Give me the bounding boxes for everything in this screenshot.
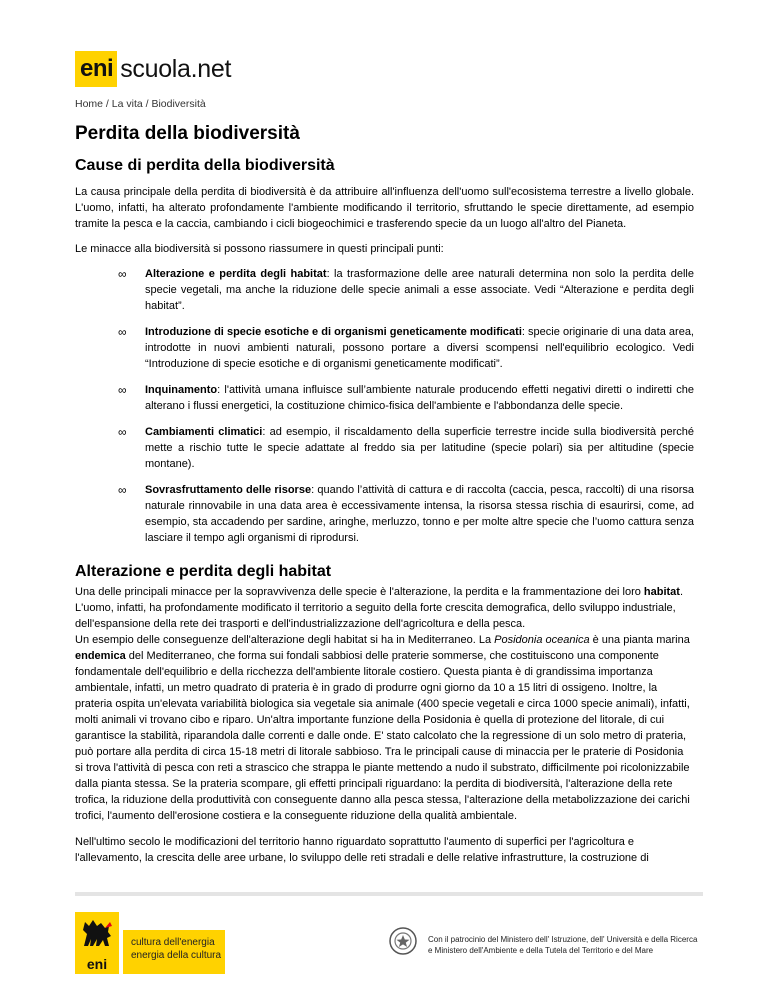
text-run-italic: Posidonia oceanica: [494, 634, 590, 646]
bullet-icon: ∞: [118, 425, 127, 439]
list-item-term: Inquinamento: [145, 384, 218, 396]
patronage-line-1: Con il patrocinio del Ministero dell' Istruzione, dell' Università e della Ricerca: [428, 935, 698, 944]
habitat-paragraph-2: [75, 632, 694, 824]
section-cause-lead: Le minacce alla biodiversità si possono riassumere in questi principali punti:: [75, 243, 444, 255]
list-item-text: : la trasformazione delle aree naturali determina non solo la perdita delle specie vegetali, ma anche la riduzione delle specie animali a esse associate. Vedi “Alterazione e perdita degli habitat”.: [145, 268, 694, 312]
eni-footer-logo: [75, 912, 227, 974]
list-item-term: Cambiamenti climatici: [145, 426, 263, 438]
text-run: . L'uomo, infatti, ha profondamente modificato il territorio a seguito della forte crescita demografica, dello sviluppo industriale, dell'espansione della rete dei trasporti e dell'industrializzazione dell'agricoltura e della pesca.: [75, 586, 684, 630]
breadcrumb: Home / La vita / Biodiversità: [75, 98, 206, 110]
cultura-line-2: energia della cultura: [131, 950, 222, 961]
footer-divider: [75, 892, 703, 896]
text-run: Una delle principali minacce per la sopravvivenza delle specie è l'alterazione, la perdita e la frammentazione dei loro: [75, 586, 644, 598]
patronage-line-2: e Ministero dell'Ambiente e della Tutela del Territorio e del Mare: [428, 946, 654, 955]
text-run: del Mediterraneo, che forma sui fondali sabbiosi delle praterie sommerse, che costituiscono una componente fondamentale dell'equilibrio e della ricchezza dell'ambiente litorale costiero. Questa pianta è di grandissima importanza ambientale, infatti, un metro quadrato di prateria è in grado di produrre ogni giorno da 10 a 15 litri di ossigeno. Inoltre, la prateria ospita un'elevata variabilità biologica sia vegetale sia animale (400 specie vegetali e circa 1000 specie animali), infatti, molti animali vi trovano cibo e riparo. Un'altra importante funzione della Posidonia è quella di protezione del litorale, di cui garantisce la stabilità, riparandola dalle correnti e dalle onde. E' stato calcolato che la regressione di un solo metro di prateria, può portare alla perdita di circa 15-18 metri di litorale sabbioso. Tra le principali cause di minaccia per le praterie di Posidonia si trova l'attività di pesca con reti a strascico che strappa le piante mettendo a nudo il substrato, difficilmente poi ricolonizzabile dalla pianta stessa. Se la prateria scompare, gli effetti principali riguardano: la perdita di biodiversità, l'alterazione della rete trofica, la riduzione della produttività con conseguente danno alla pesca stessa, l'alterazione della metabolizzazione dei carichi trofici, l'aumento dell'erosione costiera e la conseguente riduzione della qualità ambientale.: [75, 650, 690, 822]
bullet-icon: ∞: [118, 325, 127, 339]
section-title-cause: Cause di perdita della biodiversità: [75, 157, 335, 174]
logo-scuola-text: scuola.net: [120, 54, 232, 83]
text-run: Un esempio delle conseguenze dell'alterazione degli habitat si ha in Mediterraneo. La: [75, 634, 495, 646]
list-item-text: : quando l’attività di cattura e di raccolta (caccia, pesca, raccolti) di una risorsa naturale rinnovabile in una data area è eccessivamente intensa, la risorsa stessa rischia di esaurirsi, come, ad esempio, sta accadendo per sardine, aringhe, merluzzo, tonno e per molte altre specie che l’uomo cattura senza lasciare il tempo agli organismi di riprodursi.: [145, 484, 694, 544]
list-item: [75, 382, 694, 414]
bullet-icon: ∞: [118, 267, 127, 281]
list-item: [75, 482, 694, 546]
section-cause-intro: La causa principale della perdita di biodiversità è da attribuire all'influenza dell'uomo sull'ecosistema terrestre a livello globale. L'uomo, infatti, ha alterato profondamente l'ambiente modificando il territorio, sfruttando le specie direttamente, ad esempio tramite la pesca e la caccia, cambiando i cicli biogeochimici e trasferendo specie da un luogo all'altro del Pianeta.: [75, 186, 694, 230]
list-item-term: Sovrasfruttamento delle risorse: [145, 484, 312, 496]
list-item: [75, 324, 694, 372]
habitat-paragraph-3: Nell'ultimo secolo le modificazioni del territorio hanno riguardato soprattutto l'aumento di superfici per l'agricoltura e l'allevamento, la crescita delle aree urbane, lo sviluppo delle reti stradali e delle relative infrastrutture, la costruzione di: [75, 836, 649, 864]
eni-scuola-logo[interactable]: [75, 50, 231, 88]
list-item-term: Introduzione di specie esotiche e di organismi geneticamente modificati: [145, 326, 522, 338]
bullet-icon: ∞: [118, 383, 127, 397]
list-item: [75, 424, 694, 472]
text-run-bold: habitat: [643, 586, 680, 598]
logo-eni-mark: eni: [75, 51, 117, 87]
patronage-text: [428, 934, 718, 956]
list-item-text: : l'attività umana influisce sull’ambiente naturale producendo effetti negativi diretti o indiretti che alterano i flussi energetici, la costituzione chimico-fisica dell'ambiente e l'abbondanza delle specie.: [145, 384, 694, 412]
list-item: [75, 266, 694, 314]
page-title: Perdita della biodiversità: [75, 123, 300, 144]
list-item-term: Alterazione e perdita degli habitat: [145, 268, 327, 280]
cultura-tagline: [123, 930, 225, 974]
eni-footer-label: eni: [86, 956, 108, 972]
habitat-paragraph-1: [75, 584, 694, 632]
cultura-line-1: cultura dell'energia: [131, 937, 215, 948]
bullet-icon: ∞: [118, 483, 127, 497]
text-run-bold: endemica: [75, 650, 126, 662]
italian-republic-emblem-icon: [388, 925, 418, 957]
list-item-text: : ad esempio, il riscaldamento della superficie terrestre incide sulla biodiversità perché mette a rischio tutte le specie adattate al freddo sia per latitudine (specie polari) sia per altitudine (specie montane).: [145, 426, 694, 470]
threats-list: [75, 266, 694, 546]
text-run: è una pianta marina: [589, 634, 690, 646]
article-content: [75, 118, 694, 866]
list-item-text: : specie originarie di una data area, introdotte in nuovi ambienti naturali, possono portare a diversi scompensi nell'equilibrio ecologico. Vedi “Introduzione di specie esotiche e di organismi geneticamente modificati”.: [145, 326, 694, 370]
section-title-habitat: Alterazione e perdita degli habitat: [75, 563, 332, 580]
